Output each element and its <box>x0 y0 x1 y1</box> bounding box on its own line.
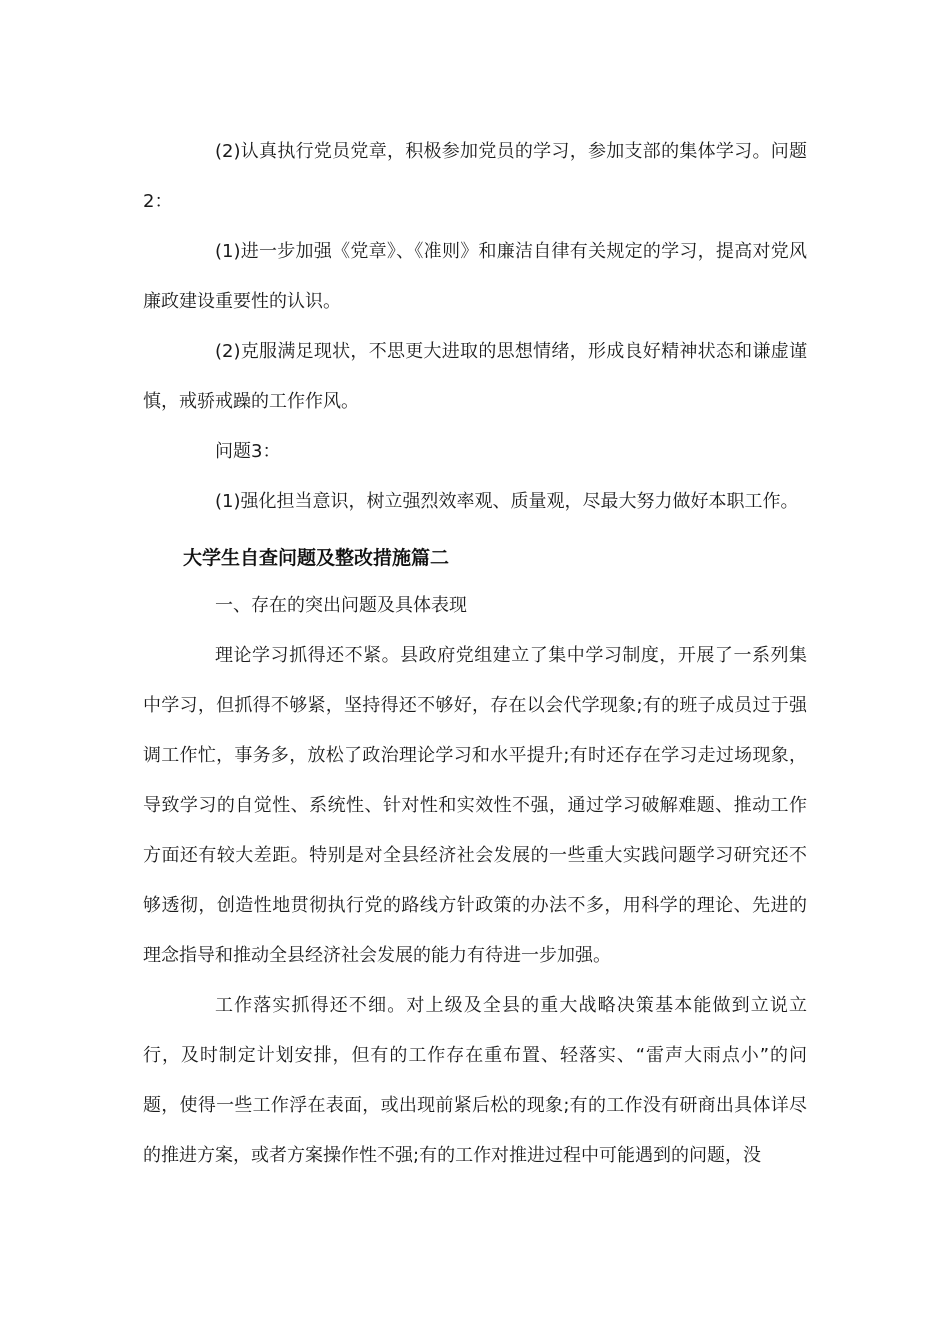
paragraph-overcome-complacency: (2)克服满足现状，不思更大进取的思想情绪，形成良好精神状态和谦虚谨慎，戒骄戒躁的工作作风。 <box>143 341 807 412</box>
paragraph-responsibility: (1)强化担当意识，树立强烈效率观、质量观，尽最大努力做好本职工作。 <box>215 491 799 512</box>
paragraph-subheading-problems: 一、存在的突出问题及具体表现 <box>215 595 467 616</box>
paragraph-theory-study: 理论学习抓得还不紧。县政府党组建立了集中学习制度，开展了一系列集中学习，但抓得不够紧，坚持得还不够好，存在以会代学现象;有的班子成员过于强调工作忙，事务多，放松了政治理论学习和水平提升;有时还存在学习走过场现象，导致学习的自觉性、系统性、针对性和实效性不强，通过学习破解难题、推动工作方面还有较大差距。特别是对全县经济社会发展的一些重大实践问题学习研究还不够透彻，创造性地贯彻执行党的路线方针政策的办法不多，用科学的理论、先进的理念指导和推动全县经济社会发展的能力有待进一步加强。 <box>143 645 807 966</box>
document-body <box>143 127 807 1181</box>
section-heading: 大学生自查问题及整改措施篇二 <box>183 547 450 569</box>
paragraph-work-implementation: 工作落实抓得还不细。对上级及全县的重大战略决策基本能做到立说立行，及时制定计划安排，但有的工作存在重布置、轻落实、“雷声大雨点小”的问题，使得一些工作浮在表面，或出现前紧后松的现象;有的工作没有研商出具体详尽的推进方案，或者方案操作性不强;有的工作对推进过程中可能遇到的问题，没 <box>143 995 807 1166</box>
paragraph-problem-3-label: 问题3： <box>215 441 281 462</box>
paragraph-party-constitution: (2)认真执行党员党章，积极参加党员的学习，参加支部的集体学习。问题2： <box>143 141 807 212</box>
paragraph-strengthen-study: (1)进一步加强《党章》、《准则》和廉洁自律有关规定的学习，提高对党风廉政建设重要性的认识。 <box>143 241 807 312</box>
